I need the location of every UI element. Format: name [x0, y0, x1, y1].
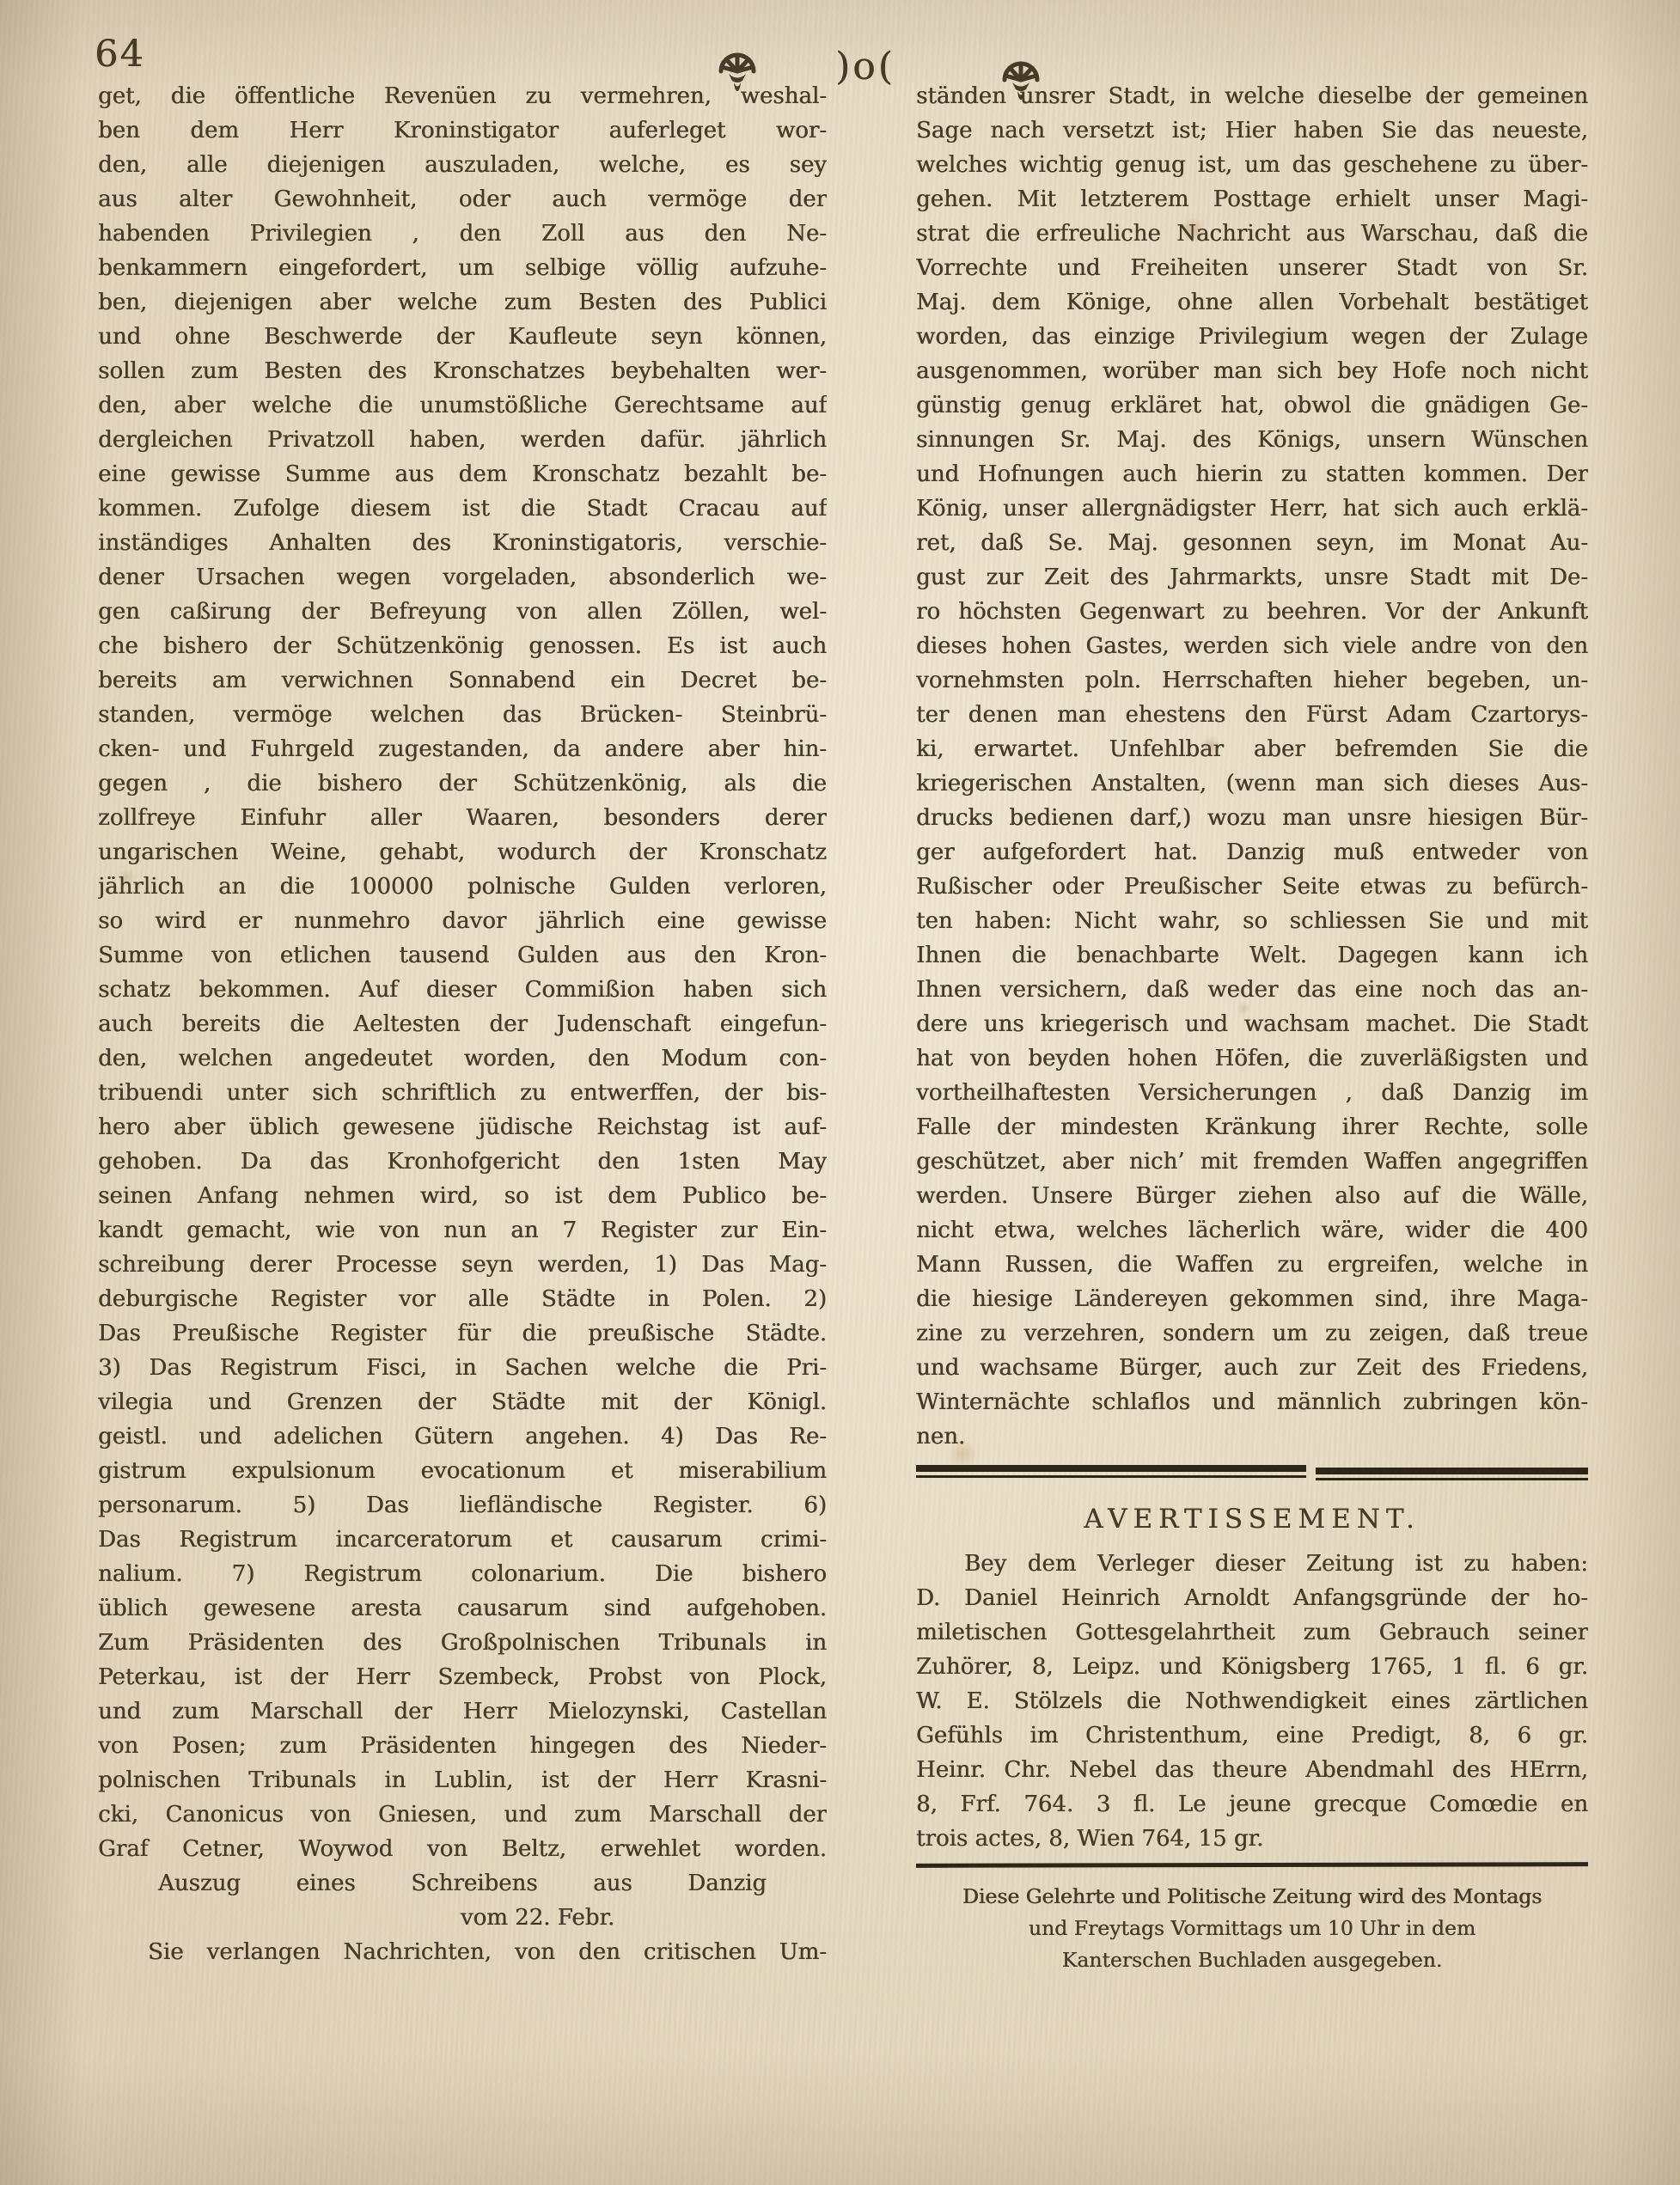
publication-footer — [916, 1881, 1588, 1976]
body-line: Winternächte schlaflos und männlich zubringen kön- — [916, 1389, 1588, 1415]
body-line: Ihnen versichern, daß weder das eine noch das an- — [916, 977, 1588, 1003]
body-line: schreibung derer Processe seyn werden, 1) Das Mag- — [98, 1252, 827, 1278]
left-column — [98, 79, 827, 1969]
body-line: dieses hohen Gastes, werden sich viele andre von den — [916, 633, 1588, 659]
advert-line: Bey dem Verleger dieser Zeitung ist zu haben: — [964, 1551, 1588, 1577]
page-number: 64 — [95, 33, 145, 76]
body-line: sollen zum Besten des Kronschatzes beybehalten wer- — [98, 358, 827, 384]
body-line: den, alle diejenigen auszuladen, welche, es sey — [98, 152, 827, 178]
body-line: kommen. Zufolge diesem ist die Stadt Cracau auf — [98, 496, 827, 522]
body-line: so wird er nunmehro davor jährlich eine gewisse — [98, 908, 827, 934]
advert-divider-rule — [916, 1465, 1588, 1480]
body-line: ausgenommen, worüber man sich bey Hofe noch nicht — [916, 358, 1588, 384]
body-line: schatz bekommen. Auf dieser Commißion haben sich — [98, 977, 827, 1003]
body-line: cki, Canonicus von Gniesen, und zum Marschall der — [98, 1802, 827, 1828]
footer-divider-rule — [916, 1862, 1588, 1868]
article-heading: Auszug eines Schreibens aus Danzig — [158, 1871, 767, 1896]
body-line: nen. — [916, 1424, 966, 1450]
body-line: kandt gemacht, wie von nun an 7 Register zur Ein- — [98, 1218, 827, 1243]
body-line: bereits am verwichnen Sonnabend ein Decret be- — [98, 668, 827, 693]
body-line: Maj. dem Könige, ohne allen Vorbehalt bestätiget — [916, 290, 1588, 315]
body-line: habenden Privilegien , den Zoll aus den Ne- — [98, 221, 827, 247]
body-line: vortheilhaftesten Versicherungen , daß Danzig im — [916, 1080, 1588, 1106]
body-line: Sage nach versetzt ist; Hier haben Sie das neueste, — [916, 118, 1588, 143]
right-column — [916, 79, 1588, 1976]
body-line: geschützet, aber nich’ mit fremden Waffen angegriffen — [916, 1149, 1588, 1175]
body-line: benkammern eingefordert, um selbige völlig aufzuhe- — [98, 255, 827, 281]
body-line: ter denen man ehestens den Fürst Adam Czartorys- — [916, 702, 1588, 728]
body-line: Zum Präsidenten des Großpolnischen Tribunals in — [98, 1630, 827, 1656]
body-line: auch bereits die Aeltesten der Judenschaft eingefun- — [98, 1011, 827, 1037]
body-line: gistrum expulsionum evocationum et miserabilium — [98, 1458, 827, 1484]
body-line: Falle der mindesten Kränkung ihrer Rechte, solle — [916, 1114, 1588, 1140]
body-line: ständen unsrer Stadt, in welche dieselbe der gemeinen — [916, 83, 1588, 109]
body-line: cken- und Fuhrgeld zugestanden, da andere aber hin- — [98, 736, 827, 762]
left-column-body — [98, 79, 827, 1866]
body-line: Peterkau, ist der Herr Szembeck, Probst von Plock, — [98, 1664, 827, 1690]
body-line: gehen. Mit letzterem Posttage erhielt unser Magi- — [916, 186, 1588, 212]
body-line: dergleichen Privatzoll haben, werden dafür. jährlich — [98, 427, 827, 453]
body-line: dere uns kriegerisch und wachsam machet. Die Stadt — [916, 1011, 1588, 1037]
right-column-body — [916, 79, 1588, 1454]
body-line: günstig genug erkläret hat, obwol die gnädigen Ge- — [916, 393, 1588, 418]
body-line: deburgische Register vor alle Städte in Polen. 2) — [98, 1286, 827, 1312]
advert-line: trois actes, 8, Wien 764, 15 gr. — [916, 1826, 1264, 1852]
advert-line: Gefühls im Christenthum, eine Predigt, 8, 6 gr. — [916, 1723, 1588, 1749]
body-line: gen caßirung der Befreyung von allen Zöllen, wel- — [98, 599, 827, 625]
body-line: und wachsame Bürger, auch zur Zeit des Friedens, — [916, 1355, 1588, 1381]
advert-body — [916, 1547, 1588, 1856]
body-line: Rußischer oder Preußischer Seite etwas zu befürch- — [916, 874, 1588, 900]
body-line: ten haben: Nicht wahr, so schliessen Sie und mit — [916, 908, 1588, 934]
body-line: Mann Russen, die Waffen zu ergreifen, welche in — [916, 1252, 1588, 1278]
body-line: zollfreye Einfuhr aller Waaren, besonders derer — [98, 805, 827, 831]
body-line: drucks bedienen darf,) wozu man unsre hiesigen Bür- — [916, 805, 1588, 831]
body-line: zine zu verzehren, sondern um zu zeigen, daß treue — [916, 1321, 1588, 1346]
body-line: dener Ursachen wegen vorgeladen, absonderlich we- — [98, 565, 827, 590]
body-line: und Hofnungen auch hierin zu statten kommen. Der — [916, 461, 1588, 487]
body-line: werden. Unsere Bürger ziehen also auf die Wälle, — [916, 1183, 1588, 1209]
body-line: che bishero der Schützenkönig genossen. Es ist auch — [98, 633, 827, 659]
article-opening-line: Sie verlangen Nachrichten, von den critischen Um- — [148, 1939, 827, 1965]
body-line: Das Preußische Register für die preußische Städte. — [98, 1321, 827, 1346]
body-line: vilegia und Grenzen der Städte mit der Königl. — [98, 1389, 827, 1415]
body-line: standen, vermöge welchen das Brücken- Steinbrü- — [98, 702, 827, 728]
body-line: worden, das einzige Privilegium wegen der Zulage — [916, 324, 1588, 350]
body-line: und ohne Beschwerde der Kaufleute seyn können, — [98, 324, 827, 350]
body-line: vornehmsten poln. Herrschaften hieher begeben, un- — [916, 668, 1588, 693]
body-line: und zum Marschall der Herr Mielozynski, Castellan — [98, 1699, 827, 1724]
advert-line: miletischen Gottesgelahrtheit zum Gebrauch seiner — [916, 1620, 1588, 1645]
body-line: nalium. 7) Registrum colonarium. Die bishero — [98, 1561, 827, 1587]
body-line: ungarischen Weine, gehabt, wodurch der Kronschatz — [98, 839, 827, 865]
body-line: Das Registrum incarceratorum et causarum crimi- — [98, 1527, 827, 1553]
body-line: strat die erfreuliche Nachricht aus Warschau, daß die — [916, 221, 1588, 247]
article-dateline: vom 22. Febr. — [460, 1905, 615, 1931]
body-line: ki, erwartet. Unfehlbar aber befremden Sie die — [916, 736, 1588, 762]
section-divider-mark: )o( — [835, 45, 895, 88]
body-line: gegen , die bishero der Schützenkönig, als die — [98, 771, 827, 796]
body-line: die hiesige Ländereyen gekommen sind, ihre Maga- — [916, 1286, 1588, 1312]
body-line: gust zur Zeit des Jahrmarkts, unsre Stadt mit De- — [916, 565, 1588, 590]
body-line: aus alter Gewohnheit, oder auch vermöge der — [98, 186, 827, 212]
body-line: hero aber üblich gewesene jüdische Reichstag ist auf- — [98, 1114, 827, 1140]
body-line: Graf Cetner, Woywod von Beltz, erwehlet worden. — [98, 1836, 827, 1862]
body-line: geistl. und adelichen Gütern angehen. 4) Das Re- — [98, 1424, 827, 1450]
body-line: tribuendi unter sich schriftlich zu entwerffen, der bis- — [98, 1080, 827, 1106]
body-line: sinnungen Sr. Maj. des Königs, unsern Wünschen — [916, 427, 1588, 453]
body-line: hat von beyden hohen Höfen, die zuverläßigsten und — [916, 1046, 1588, 1071]
footer-line: und Freytags Vormittags um 10 Uhr in dem — [1028, 1916, 1476, 1940]
body-line: polnischen Tribunals in Lublin, ist der Herr Krasni- — [98, 1767, 827, 1793]
body-line: kriegerischen Anstalten, (wenn man sich dieses Aus- — [916, 771, 1588, 796]
body-line: König, unser allergnädigster Herr, hat sich auch erklä- — [916, 496, 1588, 522]
advert-title: AVERTISSEMENT. — [1084, 1504, 1420, 1535]
body-line: ret, daß Se. Maj. gesonnen seyn, im Monat Au- — [916, 530, 1588, 556]
footer-line: Kanterschen Buchladen ausgegeben. — [1061, 1948, 1443, 1972]
body-line: personarum. 5) Das liefländische Register. 6) — [98, 1492, 827, 1518]
body-line: ger aufgefordert hat. Danzig muß entweder von — [916, 839, 1588, 865]
advert-line: W. E. Stölzels die Nothwendigkeit eines zärtlichen — [916, 1688, 1588, 1714]
body-line: ben, diejenigen aber welche zum Besten des Publici — [98, 290, 827, 315]
body-line: nicht etwa, welches lächerlich wäre, wider die 400 — [916, 1218, 1588, 1243]
body-line: eine gewisse Summe aus dem Kronschatz bezahlt be- — [98, 461, 827, 487]
body-line: gehoben. Da das Kronhofgericht den 1sten May — [98, 1149, 827, 1175]
advert-line: Zuhörer, 8, Leipz. und Königsberg 1765, 1 fl. 6 gr. — [916, 1654, 1588, 1680]
body-line: Vorrechte und Freiheiten unserer Stadt von Sr. — [916, 255, 1588, 281]
body-line: ben dem Herr Kroninstigator auferleget wor- — [98, 118, 827, 143]
body-line: get, die öffentliche Revenüen zu vermehren, weshal- — [98, 83, 827, 109]
body-line: seinen Anfang nehmen wird, so ist dem Publico be- — [98, 1183, 827, 1209]
body-line: welches wichtig genug ist, um das geschehene zu über- — [916, 152, 1588, 178]
body-line: jährlich an die 100000 polnische Gulden verloren, — [98, 874, 827, 900]
body-line: inständiges Anhalten des Kroninstigatoris, verschie- — [98, 530, 827, 556]
body-line: Summe von etlichen tausend Gulden aus den Kron- — [98, 943, 827, 968]
body-line: Ihnen die benachbarte Welt. Dagegen kann ich — [916, 943, 1588, 968]
body-line: den, aber welche die unumstößliche Gerechtsame auf — [98, 393, 827, 418]
body-line: von Posen; zum Präsidenten hingegen des Nieder- — [98, 1733, 827, 1759]
advert-line: Heinr. Chr. Nebel das theure Abendmahl des HErrn, — [916, 1757, 1588, 1783]
advert-line: D. Daniel Heinrich Arnoldt Anfangsgründe der ho- — [916, 1585, 1588, 1611]
body-line: den, welchen angedeutet worden, den Modum con- — [98, 1046, 827, 1071]
body-line: ro höchsten Gegenwart zu beehren. Vor der Ankunft — [916, 599, 1588, 625]
body-line: 3) Das Registrum Fisci, in Sachen welche die Pri- — [98, 1355, 827, 1381]
body-line: üblich gewesene aresta causarum sind aufgehoben. — [98, 1596, 827, 1621]
footer-line: Diese Gelehrte und Politische Zeitung wird des Montags — [962, 1884, 1543, 1908]
advert-line: 8, Frf. 764. 3 fl. Le jeune grecque Comœdie en — [916, 1791, 1588, 1817]
